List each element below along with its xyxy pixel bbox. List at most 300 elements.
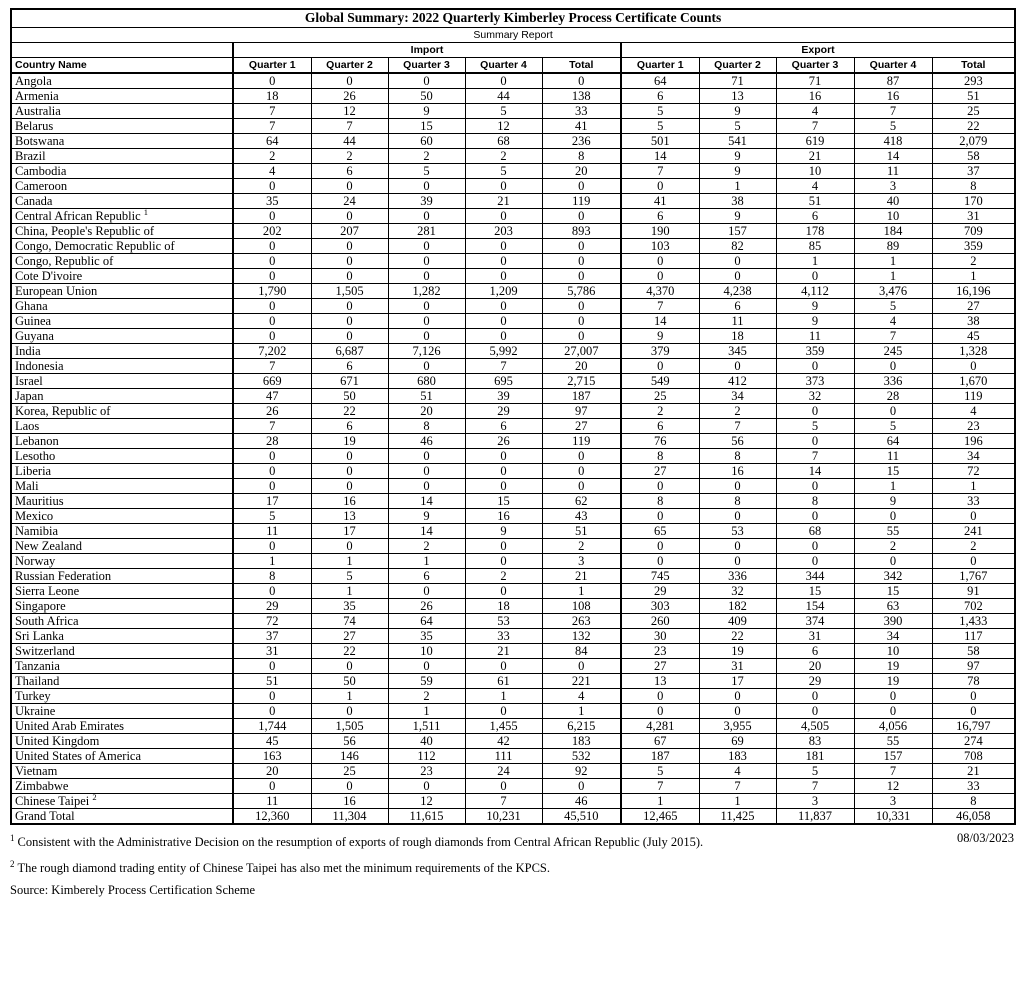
export-q1-cell: 190 (621, 224, 699, 239)
export-q3-cell: 373 (776, 374, 854, 389)
table-row (11, 674, 1015, 689)
import-q4-cell: 5 (465, 164, 542, 179)
country-name-cell: India (11, 344, 233, 359)
import-q3-cell: 7,126 (388, 344, 465, 359)
import-q3-cell: 14 (388, 494, 465, 509)
import-group-header: Import (233, 42, 621, 57)
country-name-cell: Central African Republic $^1$ (11, 209, 233, 224)
import-q4-cell: 1,455 (465, 719, 542, 734)
export-q1-cell: 27 (621, 659, 699, 674)
export-q4-cell: 55 (854, 524, 932, 539)
import-q2-cell: 0 (311, 179, 388, 194)
import-q1-cell: 0 (233, 73, 311, 89)
import-q4-cell: 1 (465, 689, 542, 704)
import-total-cell: 0 (542, 209, 621, 224)
table-row (11, 254, 1015, 269)
import-total-cell: 0 (542, 299, 621, 314)
export-q4-cell: 34 (854, 629, 932, 644)
import-q1-cell: 11 (233, 794, 311, 809)
country-name-cell: Namibia (11, 524, 233, 539)
export-q1-cell: 0 (621, 704, 699, 719)
country-name-cell: Vietnam (11, 764, 233, 779)
export-q4-cell: 4,056 (854, 719, 932, 734)
import-q4-cell: 24 (465, 764, 542, 779)
country-name-cell: Switzerland (11, 644, 233, 659)
export-q4-cell: 14 (854, 149, 932, 164)
export-q2-cell: 0 (699, 704, 776, 719)
footnote-2-marker: 2 (10, 859, 15, 870)
import-q1-cell: 37 (233, 629, 311, 644)
import-q2-cell: 27 (311, 629, 388, 644)
footnote-1 (10, 830, 703, 851)
export-q4-cell: 87 (854, 73, 932, 89)
export-q2-header: Quarter 2 (699, 57, 776, 73)
import-q3-cell: 50 (388, 89, 465, 104)
source-line: Source: Kimberely Process Certification Scheme (10, 883, 256, 898)
export-q2-cell: 5 (699, 119, 776, 134)
import-total-cell: 0 (542, 464, 621, 479)
import-q1-cell: 0 (233, 704, 311, 719)
export-q1-cell: 5 (621, 764, 699, 779)
export-q3-cell: 1 (776, 254, 854, 269)
import-q2-cell: 146 (311, 749, 388, 764)
export-q3-cell: 31 (776, 629, 854, 644)
import-q4-cell: 2 (465, 149, 542, 164)
table-row (11, 284, 1015, 299)
export-q4-cell: 19 (854, 674, 932, 689)
subtitle-row (11, 27, 1015, 42)
export-q2-cell: 32 (699, 584, 776, 599)
table-row (11, 269, 1015, 284)
export-q2-cell: 0 (699, 269, 776, 284)
group-header-row (11, 42, 1015, 57)
table-row (11, 659, 1015, 674)
export-q1-cell: 549 (621, 374, 699, 389)
export-q1-cell: 9 (621, 329, 699, 344)
export-q4-cell: 184 (854, 224, 932, 239)
import-q2-cell: 12 (311, 104, 388, 119)
import-q3-cell: 46 (388, 434, 465, 449)
import-q2-cell: 17 (311, 524, 388, 539)
country-name-cell: Congo, Republic of (11, 254, 233, 269)
export-total-cell: 241 (932, 524, 1015, 539)
export-q2-cell: 38 (699, 194, 776, 209)
import-q2-cell: 22 (311, 644, 388, 659)
import-total-cell: 0 (542, 659, 621, 674)
export-q3-cell: 68 (776, 524, 854, 539)
export-q3-cell: 619 (776, 134, 854, 149)
import-q1-cell: 0 (233, 539, 311, 554)
export-total-cell: 1,328 (932, 344, 1015, 359)
export-q4-cell: 5 (854, 299, 932, 314)
export-q2-cell: 409 (699, 614, 776, 629)
import-q1-cell: 72 (233, 614, 311, 629)
export-q3-cell: 11,837 (776, 809, 854, 825)
export-q1-cell: 2 (621, 404, 699, 419)
export-q3-cell: 6 (776, 644, 854, 659)
import-q3-cell: 40 (388, 734, 465, 749)
import-q4-cell: 68 (465, 134, 542, 149)
export-q4-cell: 11 (854, 164, 932, 179)
country-name-cell: Canada (11, 194, 233, 209)
report-date: 08/03/2023 (957, 831, 1014, 845)
country-name-cell: Ukraine (11, 704, 233, 719)
export-q4-cell: 157 (854, 749, 932, 764)
export-q4-cell: 0 (854, 404, 932, 419)
export-q4-cell: 7 (854, 329, 932, 344)
import-q3-cell: 64 (388, 614, 465, 629)
export-total-cell: 2 (932, 254, 1015, 269)
export-total-cell: 4 (932, 404, 1015, 419)
export-q4-cell: 1 (854, 269, 932, 284)
country-name-cell: Australia (11, 104, 233, 119)
import-total-cell: 97 (542, 404, 621, 419)
export-total-cell: 33 (932, 779, 1015, 794)
export-q2-cell: 11,425 (699, 809, 776, 825)
table-row (11, 449, 1015, 464)
export-q2-cell: 53 (699, 524, 776, 539)
import-q1-cell: 17 (233, 494, 311, 509)
export-q2-cell: 183 (699, 749, 776, 764)
import-total-cell: 187 (542, 389, 621, 404)
table-row (11, 73, 1015, 89)
import-q1-cell: 0 (233, 269, 311, 284)
import-total-cell: 5,786 (542, 284, 621, 299)
export-q2-cell: 182 (699, 599, 776, 614)
export-q2-cell: 336 (699, 569, 776, 584)
export-q2-cell: 56 (699, 434, 776, 449)
export-total-cell: 274 (932, 734, 1015, 749)
import-total-cell: 1 (542, 704, 621, 719)
import-total-cell: 263 (542, 614, 621, 629)
export-total-cell: 709 (932, 224, 1015, 239)
import-q3-cell: 15 (388, 119, 465, 134)
import-q3-cell: 0 (388, 209, 465, 224)
table-row (11, 149, 1015, 164)
export-q4-cell: 0 (854, 554, 932, 569)
import-total-cell: 46 (542, 794, 621, 809)
import-q2-cell: 0 (311, 779, 388, 794)
import-q1-cell: 0 (233, 209, 311, 224)
export-total-cell: 1 (932, 479, 1015, 494)
import-q3-cell: 2 (388, 539, 465, 554)
export-q4-cell: 0 (854, 509, 932, 524)
country-name-cell: Laos (11, 419, 233, 434)
import-total-cell: 20 (542, 164, 621, 179)
country-name-cell: China, People's Republic of (11, 224, 233, 239)
import-total-cell: 27,007 (542, 344, 621, 359)
import-q3-cell: 51 (388, 389, 465, 404)
export-q3-cell: 5 (776, 419, 854, 434)
export-q4-cell: 40 (854, 194, 932, 209)
footnote-2-text: The rough diamond trading entity of Chinese Taipei has also met the minimum requirements of the KPCS. (17, 861, 550, 876)
country-name-cell: Mauritius (11, 494, 233, 509)
export-total-cell: 359 (932, 239, 1015, 254)
export-q4-cell: 336 (854, 374, 932, 389)
import-q1-cell: 0 (233, 584, 311, 599)
export-q1-cell: 4,370 (621, 284, 699, 299)
import-q1-cell: 7,202 (233, 344, 311, 359)
export-q1-cell: 7 (621, 779, 699, 794)
export-q4-cell: 64 (854, 434, 932, 449)
export-q1-cell: 5 (621, 104, 699, 119)
table-row (11, 329, 1015, 344)
country-name-cell: Lesotho (11, 449, 233, 464)
import-q4-cell: 1,209 (465, 284, 542, 299)
export-q3-cell: 51 (776, 194, 854, 209)
export-q3-cell: 0 (776, 539, 854, 554)
corner-cell (11, 42, 233, 57)
export-q3-cell: 344 (776, 569, 854, 584)
export-q3-cell: 359 (776, 344, 854, 359)
export-q3-cell: 8 (776, 494, 854, 509)
export-q2-cell: 157 (699, 224, 776, 239)
country-name-cell: Congo, Democratic Republic of (11, 239, 233, 254)
export-q3-cell: 178 (776, 224, 854, 239)
import-q2-cell: 7 (311, 119, 388, 134)
import-q4-cell: 10,231 (465, 809, 542, 825)
import-total-cell: 20 (542, 359, 621, 374)
export-total-cell: 8 (932, 794, 1015, 809)
export-q2-cell: 22 (699, 629, 776, 644)
country-name-header: Country Name (11, 57, 233, 73)
import-q2-cell: 0 (311, 314, 388, 329)
import-total-cell: 0 (542, 269, 621, 284)
export-q2-cell: 0 (699, 539, 776, 554)
export-q1-cell: 0 (621, 179, 699, 194)
import-total-cell: 33 (542, 104, 621, 119)
import-q2-cell: 5 (311, 569, 388, 584)
import-q4-cell: 0 (465, 584, 542, 599)
export-total-cell: 293 (932, 73, 1015, 89)
country-name-cell: Korea, Republic of (11, 404, 233, 419)
import-q1-cell: 0 (233, 449, 311, 464)
table-row (11, 404, 1015, 419)
table-row (11, 179, 1015, 194)
table-row (11, 239, 1015, 254)
country-name-cell: Armenia (11, 89, 233, 104)
export-q2-cell: 1 (699, 794, 776, 809)
export-q3-cell: 4 (776, 179, 854, 194)
export-q3-cell: 6 (776, 209, 854, 224)
export-q1-cell: 0 (621, 539, 699, 554)
export-q1-cell: 1 (621, 794, 699, 809)
export-q2-cell: 2 (699, 404, 776, 419)
import-q1-cell: 669 (233, 374, 311, 389)
export-total-cell: 97 (932, 659, 1015, 674)
import-q1-cell: 29 (233, 599, 311, 614)
export-q3-cell: 71 (776, 73, 854, 89)
import-q3-cell: 5 (388, 164, 465, 179)
table-row (11, 734, 1015, 749)
export-q3-cell: 0 (776, 434, 854, 449)
export-q3-cell: 0 (776, 479, 854, 494)
import-q4-cell: 0 (465, 554, 542, 569)
export-q3-cell: 181 (776, 749, 854, 764)
import-q2-cell: 16 (311, 494, 388, 509)
import-q4-cell: 0 (465, 539, 542, 554)
table-row (11, 764, 1015, 779)
export-q2-cell: 0 (699, 359, 776, 374)
country-name-cell: Ghana (11, 299, 233, 314)
import-q1-cell: 0 (233, 239, 311, 254)
import-total-cell: 893 (542, 224, 621, 239)
export-q1-cell: 0 (621, 479, 699, 494)
export-q4-cell: 28 (854, 389, 932, 404)
export-q3-cell: 16 (776, 89, 854, 104)
import-q3-cell: 0 (388, 314, 465, 329)
export-total-cell: 117 (932, 629, 1015, 644)
import-q1-cell: 163 (233, 749, 311, 764)
import-q1-cell: 1,790 (233, 284, 311, 299)
export-total-cell: 58 (932, 644, 1015, 659)
import-total-cell: 108 (542, 599, 621, 614)
export-q1-cell: 7 (621, 299, 699, 314)
table-row (11, 644, 1015, 659)
import-q2-cell: 0 (311, 239, 388, 254)
export-total-cell: 31 (932, 209, 1015, 224)
import-q4-cell: 0 (465, 779, 542, 794)
export-q2-cell: 6 (699, 299, 776, 314)
import-q2-cell: 24 (311, 194, 388, 209)
import-total-cell: 0 (542, 179, 621, 194)
table-row (11, 749, 1015, 764)
export-q1-cell: 8 (621, 494, 699, 509)
import-q1-cell: 5 (233, 509, 311, 524)
import-q1-cell: 26 (233, 404, 311, 419)
export-q4-cell: 1 (854, 479, 932, 494)
import-q4-cell: 7 (465, 359, 542, 374)
country-name-cell: Mali (11, 479, 233, 494)
country-name-cell: Turkey (11, 689, 233, 704)
export-q4-cell: 0 (854, 359, 932, 374)
import-total-cell: 41 (542, 119, 621, 134)
report-title: Global Summary: 2022 Quarterly Kimberley Process Certificate Counts (11, 9, 1015, 27)
footnote-1-marker: 1 (10, 833, 15, 843)
import-q2-cell: 50 (311, 674, 388, 689)
country-name-cell: Grand Total (11, 809, 233, 825)
table-row (11, 794, 1015, 809)
export-q1-cell: 29 (621, 584, 699, 599)
export-q1-cell: 0 (621, 269, 699, 284)
country-name-cell: Cambodia (11, 164, 233, 179)
export-q2-cell: 82 (699, 239, 776, 254)
export-q4-cell: 245 (854, 344, 932, 359)
export-total-cell: 33 (932, 494, 1015, 509)
footnote-1-text: Consistent with the Administrative Decision on the resumption of exports of rough diamonds from Central African Republic (July 2015). (17, 835, 704, 850)
table-row (11, 344, 1015, 359)
import-q3-cell: 0 (388, 239, 465, 254)
import-q1-cell: 7 (233, 104, 311, 119)
table-row (11, 119, 1015, 134)
export-total-cell: 196 (932, 434, 1015, 449)
export-total-cell: 25 (932, 104, 1015, 119)
import-total-cell: 6,215 (542, 719, 621, 734)
table-row (11, 209, 1015, 224)
import-total-cell: 2,715 (542, 374, 621, 389)
import-q1-cell: 20 (233, 764, 311, 779)
export-q1-cell: 8 (621, 449, 699, 464)
import-total-cell: 0 (542, 314, 621, 329)
export-q1-cell: 5 (621, 119, 699, 134)
export-total-cell: 1,767 (932, 569, 1015, 584)
import-total-cell: 132 (542, 629, 621, 644)
export-q4-cell: 63 (854, 599, 932, 614)
export-total-cell: 45 (932, 329, 1015, 344)
export-q3-cell: 0 (776, 404, 854, 419)
import-q1-cell: 18 (233, 89, 311, 104)
import-q1-cell: 0 (233, 299, 311, 314)
export-total-cell: 8 (932, 179, 1015, 194)
import-q2-cell: 25 (311, 764, 388, 779)
export-q2-cell: 7 (699, 419, 776, 434)
export-q2-cell: 7 (699, 779, 776, 794)
import-q2-cell: 671 (311, 374, 388, 389)
export-q4-cell: 1 (854, 254, 932, 269)
import-q3-header: Quarter 3 (388, 57, 465, 73)
export-q3-cell: 85 (776, 239, 854, 254)
import-q1-cell: 0 (233, 179, 311, 194)
export-total-cell: 37 (932, 164, 1015, 179)
import-q4-cell: 0 (465, 449, 542, 464)
export-q3-cell: 9 (776, 314, 854, 329)
import-q3-cell: 2 (388, 689, 465, 704)
import-q1-cell: 4 (233, 164, 311, 179)
export-q4-cell: 7 (854, 104, 932, 119)
export-total-cell: 34 (932, 449, 1015, 464)
import-q2-cell: 26 (311, 89, 388, 104)
export-total-cell: 0 (932, 554, 1015, 569)
table-row (11, 464, 1015, 479)
export-q4-cell: 5 (854, 119, 932, 134)
export-q3-cell: 7 (776, 449, 854, 464)
export-q4-cell: 390 (854, 614, 932, 629)
country-name-cell: Israel (11, 374, 233, 389)
import-q3-cell: 0 (388, 449, 465, 464)
import-q4-cell: 0 (465, 209, 542, 224)
import-q2-cell: 0 (311, 269, 388, 284)
export-q1-cell: 6 (621, 209, 699, 224)
export-q2-cell: 18 (699, 329, 776, 344)
export-q3-cell: 32 (776, 389, 854, 404)
export-q1-cell: 23 (621, 644, 699, 659)
import-q3-cell: 2 (388, 149, 465, 164)
export-q2-cell: 0 (699, 689, 776, 704)
kp-summary-table (10, 8, 1016, 825)
export-q3-cell: 11 (776, 329, 854, 344)
import-q2-cell: 19 (311, 434, 388, 449)
import-q2-cell: 0 (311, 539, 388, 554)
import-total-cell: 0 (542, 73, 621, 89)
export-q4-cell: 5 (854, 419, 932, 434)
table-row (11, 494, 1015, 509)
import-total-cell: 0 (542, 449, 621, 464)
export-q2-cell: 3,955 (699, 719, 776, 734)
export-q4-cell: 7 (854, 764, 932, 779)
export-q2-cell: 4,238 (699, 284, 776, 299)
export-q3-cell: 0 (776, 359, 854, 374)
export-q4-cell: 3,476 (854, 284, 932, 299)
import-q4-header: Quarter 4 (465, 57, 542, 73)
import-q2-cell: 16 (311, 794, 388, 809)
import-q2-cell: 1 (311, 584, 388, 599)
export-q1-cell: 27 (621, 464, 699, 479)
import-q3-cell: 26 (388, 599, 465, 614)
export-q2-cell: 9 (699, 209, 776, 224)
export-q1-cell: 260 (621, 614, 699, 629)
import-total-cell: 43 (542, 509, 621, 524)
import-q4-cell: 0 (465, 239, 542, 254)
